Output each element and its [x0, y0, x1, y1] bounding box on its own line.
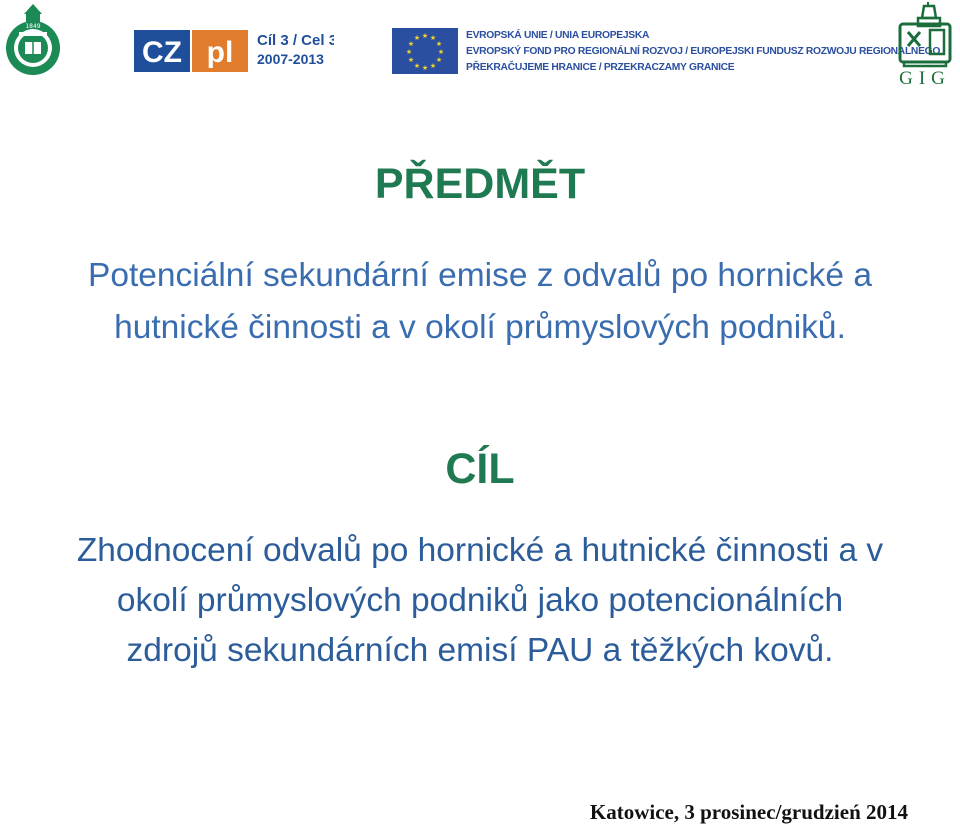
svg-text:★: ★ — [437, 48, 445, 56]
footer-date-place: Katowice, 3 prosinec/grudzień 2014 — [589, 800, 908, 824]
gig-label: GIG — [899, 68, 951, 89]
subject-text-line: Potenciální sekundární emise z odvalů po hornické a — [88, 257, 872, 294]
goal-text-line: zdrojů sekundárních emisí PAU a těžkých kovů. — [126, 632, 834, 669]
svg-text:1849: 1849 — [25, 23, 41, 30]
svg-text:★: ★ — [435, 56, 443, 64]
pl-label: pl — [206, 36, 234, 69]
cz-pl-programme-logo — [134, 26, 334, 74]
goal-label: Cíl 3 / Cel 3 — [257, 32, 334, 49]
subject-text-line: hutnické činnosti a v okolí průmyslových podniků. — [114, 309, 846, 346]
logo-header — [0, 0, 960, 92]
eu-flag-logo — [392, 28, 458, 74]
vsb-university-logo — [2, 2, 64, 78]
period-label: 2007-2013 — [257, 51, 324, 67]
subject-text — [20, 250, 940, 354]
vsb-university-seal-icon — [2, 2, 64, 78]
svg-text:★: ★ — [413, 34, 421, 42]
goal-heading: CÍL — [445, 445, 515, 493]
eu-text-line: PŘEKRAČUJEME HRANICE / PRZEKRACZAMY GRANICE — [466, 62, 735, 73]
svg-text:★: ★ — [429, 62, 437, 70]
eu-funding-text — [466, 28, 941, 76]
goal-text — [0, 526, 960, 676]
svg-text:★: ★ — [429, 34, 437, 42]
svg-text:★: ★ — [405, 48, 413, 56]
gig-logo — [894, 2, 956, 90]
eu-text-line: EVROPSKÁ UNIE / UNIA EUROPEJSKA — [466, 30, 650, 41]
subject-heading: PŘEDMĚT — [374, 160, 586, 208]
svg-text:★: ★ — [407, 40, 415, 48]
cz-label: CZ — [142, 36, 182, 69]
svg-text:★: ★ — [421, 32, 429, 40]
svg-text:★: ★ — [421, 64, 429, 72]
svg-text:★: ★ — [435, 40, 443, 48]
gig-mining-tower-icon — [894, 2, 956, 68]
goal-text-line: okolí průmyslových podniků jako potencionálních — [116, 582, 844, 619]
eu-text-line: EVROPSKÝ FOND PRO REGIONÁLNÍ ROZVOJ / EUROPEJSKI FUNDUSZ ROZWOJU REGIONALNEGO — [466, 46, 941, 57]
svg-text:★: ★ — [407, 56, 415, 64]
goal-text-line: Zhodnocení odvalů po hornické a hutnické činnosti a v — [76, 532, 884, 569]
eu-flag-icon — [392, 28, 458, 74]
svg-text:★: ★ — [413, 62, 421, 70]
